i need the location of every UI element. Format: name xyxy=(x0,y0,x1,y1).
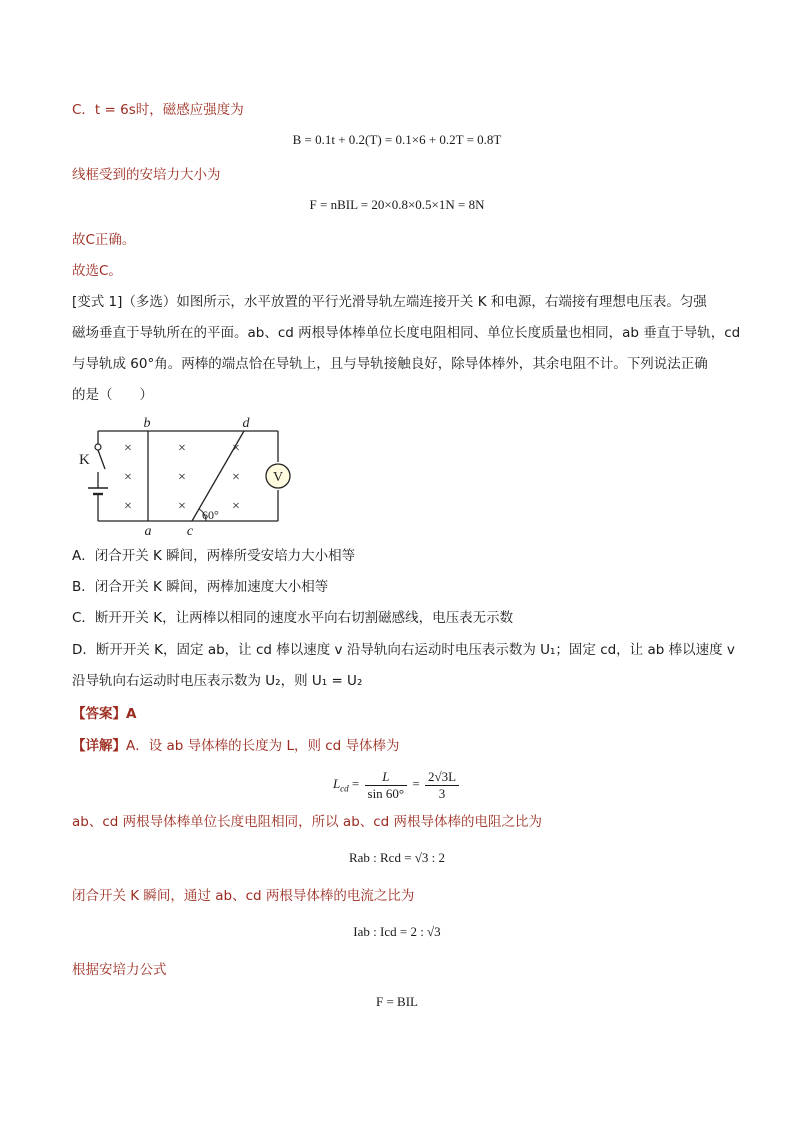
field-mark: × xyxy=(178,499,186,514)
equation-b: B = 0.1t + 0.2(T) = 0.1×6 + 0.2T = 0.8T xyxy=(292,132,502,147)
field-mark: × xyxy=(124,470,132,485)
eq-lcd-sub: cd xyxy=(340,783,349,794)
choose-c-text: 故选C。 xyxy=(72,263,122,279)
option-c: C．断开开关 K，让两棒以相同的速度水平向右切割磁感线，电压表无示数 xyxy=(72,610,514,626)
switch-pivot xyxy=(95,444,101,450)
label-d: d xyxy=(242,416,250,431)
equation-i: Iab : Icd = 2 : √3 xyxy=(353,924,441,939)
label-a: a xyxy=(144,524,152,538)
switch-label: K xyxy=(79,452,90,468)
detail-text-1: A．设 ab 导体棒的长度为 L，则 cd 导体棒为 xyxy=(126,738,400,754)
equation-lcd: $L_{cd}$ = $\frac{L}{\sin 60^\circ}$ = $\frac{2√3L}{3}$ xyxy=(0,764,794,809)
option-b: B．闭合开关 K 瞬间，两棒加速度大小相等 xyxy=(72,579,329,595)
equation-f: F = nBIL = 20×0.8×0.5×1N = 8N xyxy=(309,197,485,212)
answer-tag: 【答案】 xyxy=(72,706,126,722)
voltmeter-label: V xyxy=(272,470,284,485)
option-c-text: C．t = 6s时，磁感应强度为 xyxy=(72,102,244,118)
fraction-2: $\frac{2√3L}{3}$ xyxy=(425,769,459,802)
field-mark: × xyxy=(232,499,240,514)
variant-question-line-4: 的是（ ） xyxy=(72,387,153,403)
variant-question-line-1: [变式 1]（多选）如图所示，水平放置的平行光滑导轨左端连接开关 K 和电源，右端接有理想电压表。匀强 xyxy=(72,294,707,310)
option-d-line-2: 沿导轨向右运动时电压表示数为 U₂，则 U₁ = U₂ xyxy=(72,673,363,689)
detail-line-4: 根据安培力公式 xyxy=(72,962,167,978)
field-mark: × xyxy=(232,470,240,485)
angle-label: 60° xyxy=(202,508,219,522)
variant-question-line-3: 与导轨成 60°角。两棒的端点恰在导轨上，且与导轨接触良好，除导体棒外，其余电阻不计。下列说法正确 xyxy=(72,356,708,372)
variant-question-line-2: 磁场垂直于导轨所在的平面。ab、cd 两根导体棒单位长度电阻相同、单位长度质量也相同，ab 垂直于导轨，cd xyxy=(72,325,741,341)
detail-tag: 【详解】 xyxy=(72,738,126,754)
switch-k xyxy=(98,450,105,469)
label-b: b xyxy=(143,416,151,431)
answer-value: A xyxy=(126,706,137,722)
equation-r: Rab : Rcd = √3 : 2 xyxy=(348,850,446,865)
detail-line-2: ab、cd 两根导体棒单位长度电阻相同，所以 ab、cd 两根导体棒的电阻之比为 xyxy=(72,814,543,830)
c-correct-text: 故C正确。 xyxy=(72,232,136,248)
detail-line-1 xyxy=(72,736,400,756)
circuit-diagram xyxy=(76,414,296,538)
field-mark: × xyxy=(178,441,186,456)
field-mark: × xyxy=(124,499,132,514)
eq-lcd-left: L xyxy=(332,776,341,791)
detail-line-3: 闭合开关 K 瞬间，通过 ab、cd 两根导体棒的电流之比为 xyxy=(72,888,415,904)
option-a: A．闭合开关 K 瞬间，两棒所受安培力大小相等 xyxy=(72,548,356,564)
field-mark: × xyxy=(124,441,132,456)
field-mark: × xyxy=(178,470,186,485)
option-d-line-1: D．断开开关 K，固定 ab，让 cd 棒以速度 v 沿导轨向右运动时电压表示数为 U₁；固定 cd，让 ab 棒以速度 v xyxy=(72,642,735,658)
answer-line xyxy=(72,704,136,724)
force-text: 线框受到的安培力大小为 xyxy=(72,167,221,183)
equation-f2: F = BIL xyxy=(375,994,418,1009)
field-mark: × xyxy=(232,441,240,456)
label-c: c xyxy=(186,524,194,538)
fraction-1: $\frac{L}{\sin 60^\circ}$ xyxy=(365,769,408,802)
